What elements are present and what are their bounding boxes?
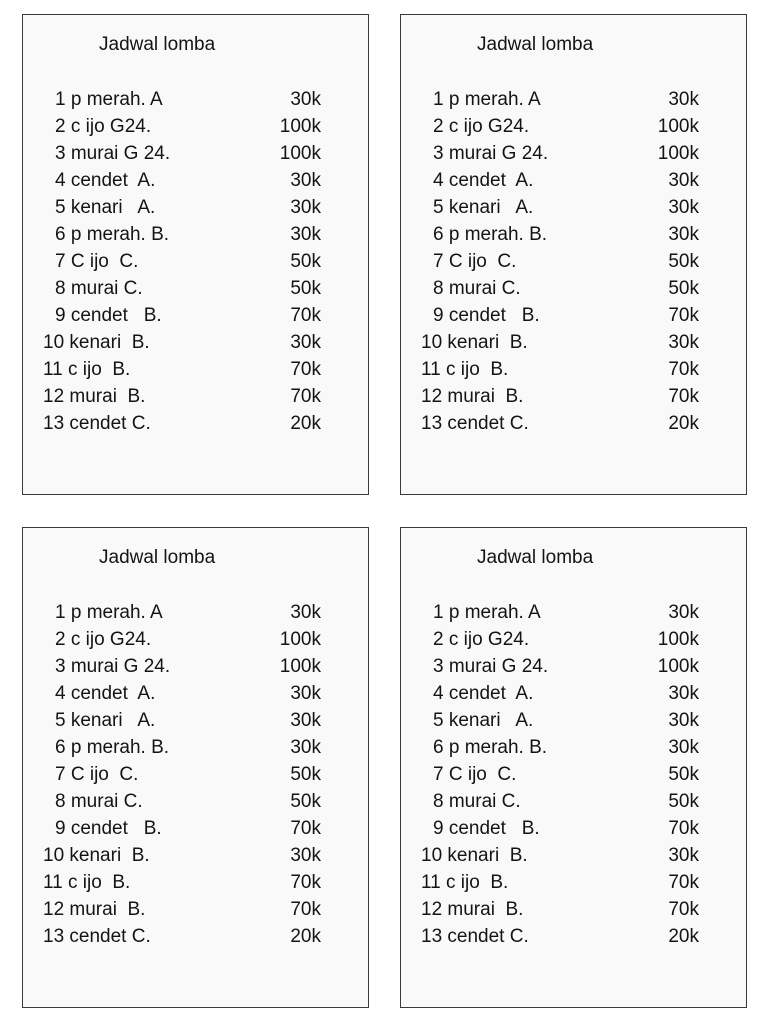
item-name: 5 kenari A.: [55, 710, 156, 731]
item-name: 4 cendet A.: [433, 170, 534, 191]
list-item: [401, 329, 746, 356]
schedule-card: [22, 527, 369, 1008]
item-price: 30k: [668, 602, 699, 623]
item-price: 20k: [290, 413, 321, 434]
item-name: 3 murai G 24.: [55, 143, 171, 164]
item-price: 30k: [668, 170, 699, 191]
item-name: 13 cendet C.: [43, 926, 151, 947]
item-price: 30k: [290, 224, 321, 245]
list-item: [23, 653, 368, 680]
list-item: [401, 356, 746, 383]
list-item: [401, 140, 746, 167]
list-item: [23, 707, 368, 734]
list-item: [401, 275, 746, 302]
item-price: 30k: [668, 197, 699, 218]
item-name: 12 murai B.: [43, 386, 146, 407]
item-price: 30k: [290, 332, 321, 353]
card-title: Jadwal lomba: [477, 547, 594, 568]
item-price: 100k: [657, 116, 699, 137]
list-item: [401, 761, 746, 788]
list-item: [23, 734, 368, 761]
item-name: 2 c ijo G24.: [55, 629, 152, 650]
schedule-list: [401, 599, 746, 950]
schedule-list: [401, 86, 746, 437]
schedule-list: [23, 599, 368, 950]
item-name: 11 c ijo B.: [421, 872, 509, 893]
item-price: 70k: [668, 386, 699, 407]
item-name: 8 murai C.: [55, 278, 143, 299]
list-item: [23, 815, 368, 842]
item-name: 9 cendet B.: [55, 818, 162, 839]
item-name: 11 c ijo B.: [421, 359, 509, 380]
item-price: 100k: [657, 656, 699, 677]
item-price: 30k: [668, 224, 699, 245]
list-item: [23, 167, 368, 194]
list-item: [401, 707, 746, 734]
list-item: [23, 680, 368, 707]
item-name: 9 cendet B.: [55, 305, 162, 326]
item-name: 6 p merah. B.: [55, 224, 170, 245]
item-name: 11 c ijo B.: [43, 359, 131, 380]
list-item: [401, 167, 746, 194]
item-name: 8 murai C.: [433, 791, 521, 812]
item-name: 3 murai G 24.: [55, 656, 171, 677]
list-item: [401, 599, 746, 626]
list-item: [23, 329, 368, 356]
item-price: 50k: [290, 278, 321, 299]
list-item: [401, 113, 746, 140]
item-name: 12 murai B.: [43, 899, 146, 920]
list-item: [401, 842, 746, 869]
item-name: 3 murai G 24.: [433, 656, 549, 677]
list-item: [401, 869, 746, 896]
item-price: 100k: [279, 656, 321, 677]
item-name: 10 kenari B.: [43, 845, 150, 866]
list-item: [401, 815, 746, 842]
list-item: [401, 221, 746, 248]
list-item: [23, 302, 368, 329]
list-item: [401, 86, 746, 113]
item-name: 3 murai G 24.: [433, 143, 549, 164]
item-price: 30k: [290, 170, 321, 191]
item-price: 30k: [668, 710, 699, 731]
item-name: 13 cendet C.: [421, 926, 529, 947]
item-name: 2 c ijo G24.: [433, 629, 530, 650]
list-item: [23, 869, 368, 896]
list-item: [401, 410, 746, 437]
item-name: 2 c ijo G24.: [433, 116, 530, 137]
item-name: 1 p merah. A: [55, 89, 163, 110]
item-price: 50k: [668, 791, 699, 812]
item-name: 10 kenari B.: [421, 332, 528, 353]
item-name: 2 c ijo G24.: [55, 116, 152, 137]
item-name: 4 cendet A.: [55, 170, 156, 191]
item-price: 100k: [279, 116, 321, 137]
list-item: [401, 923, 746, 950]
item-price: 20k: [290, 926, 321, 947]
item-price: 30k: [668, 845, 699, 866]
item-price: 70k: [290, 386, 321, 407]
list-item: [401, 194, 746, 221]
item-price: 70k: [668, 305, 699, 326]
item-name: 1 p merah. A: [433, 89, 541, 110]
item-price: 70k: [290, 305, 321, 326]
item-name: 7 C ijo C.: [433, 764, 517, 785]
item-price: 30k: [290, 602, 321, 623]
list-item: [23, 788, 368, 815]
list-item: [23, 383, 368, 410]
item-price: 30k: [290, 845, 321, 866]
item-name: 4 cendet A.: [433, 683, 534, 704]
item-name: 7 C ijo C.: [433, 251, 517, 272]
list-item: [23, 140, 368, 167]
item-name: 10 kenari B.: [43, 332, 150, 353]
item-price: 70k: [668, 359, 699, 380]
item-name: 5 kenari A.: [433, 710, 534, 731]
item-price: 20k: [668, 413, 699, 434]
list-item: [401, 383, 746, 410]
card-title: Jadwal lomba: [99, 547, 216, 568]
item-price: 70k: [290, 872, 321, 893]
item-name: 12 murai B.: [421, 899, 524, 920]
list-item: [23, 221, 368, 248]
item-price: 70k: [290, 899, 321, 920]
item-name: 5 kenari A.: [433, 197, 534, 218]
list-item: [401, 626, 746, 653]
list-item: [23, 923, 368, 950]
item-name: 8 murai C.: [55, 791, 143, 812]
item-price: 50k: [668, 764, 699, 785]
item-name: 6 p merah. B.: [433, 224, 548, 245]
item-price: 30k: [668, 332, 699, 353]
item-name: 5 kenari A.: [55, 197, 156, 218]
list-item: [23, 761, 368, 788]
item-price: 100k: [279, 629, 321, 650]
list-item: [23, 248, 368, 275]
card-title: Jadwal lomba: [99, 34, 216, 55]
list-item: [23, 896, 368, 923]
list-item: [401, 734, 746, 761]
item-name: 4 cendet A.: [55, 683, 156, 704]
item-name: 6 p merah. B.: [55, 737, 170, 758]
item-price: 30k: [290, 197, 321, 218]
item-price: 100k: [279, 143, 321, 164]
item-name: 6 p merah. B.: [433, 737, 548, 758]
list-item: [401, 788, 746, 815]
item-price: 50k: [668, 251, 699, 272]
item-name: 1 p merah. A: [55, 602, 163, 623]
list-item: [23, 356, 368, 383]
item-price: 50k: [290, 764, 321, 785]
item-price: 50k: [290, 791, 321, 812]
item-price: 70k: [290, 359, 321, 380]
list-item: [401, 896, 746, 923]
list-item: [23, 410, 368, 437]
item-price: 30k: [290, 710, 321, 731]
item-name: 9 cendet B.: [433, 818, 540, 839]
item-name: 9 cendet B.: [433, 305, 540, 326]
item-price: 30k: [668, 683, 699, 704]
item-price: 70k: [668, 899, 699, 920]
item-price: 20k: [668, 926, 699, 947]
item-price: 50k: [668, 278, 699, 299]
list-item: [23, 113, 368, 140]
item-name: 8 murai C.: [433, 278, 521, 299]
schedule-list: [23, 86, 368, 437]
item-price: 50k: [290, 251, 321, 272]
item-name: 10 kenari B.: [421, 845, 528, 866]
list-item: [23, 626, 368, 653]
item-price: 100k: [657, 143, 699, 164]
list-item: [401, 302, 746, 329]
list-item: [401, 653, 746, 680]
list-item: [23, 275, 368, 302]
list-item: [23, 86, 368, 113]
item-name: 12 murai B.: [421, 386, 524, 407]
item-price: 30k: [668, 737, 699, 758]
item-price: 70k: [668, 818, 699, 839]
item-name: 13 cendet C.: [421, 413, 529, 434]
item-price: 30k: [290, 89, 321, 110]
item-name: 1 p merah. A: [433, 602, 541, 623]
item-price: 30k: [290, 737, 321, 758]
list-item: [23, 842, 368, 869]
list-item: [401, 248, 746, 275]
schedule-card: [22, 14, 369, 495]
list-item: [23, 599, 368, 626]
card-title: Jadwal lomba: [477, 34, 594, 55]
item-price: 100k: [657, 629, 699, 650]
list-item: [23, 194, 368, 221]
list-item: [401, 680, 746, 707]
item-name: 7 C ijo C.: [55, 251, 139, 272]
item-price: 70k: [668, 872, 699, 893]
item-name: 7 C ijo C.: [55, 764, 139, 785]
item-price: 30k: [668, 89, 699, 110]
item-price: 30k: [290, 683, 321, 704]
item-price: 70k: [290, 818, 321, 839]
item-name: 13 cendet C.: [43, 413, 151, 434]
schedule-card: [400, 14, 747, 495]
schedule-card: [400, 527, 747, 1008]
item-name: 11 c ijo B.: [43, 872, 131, 893]
